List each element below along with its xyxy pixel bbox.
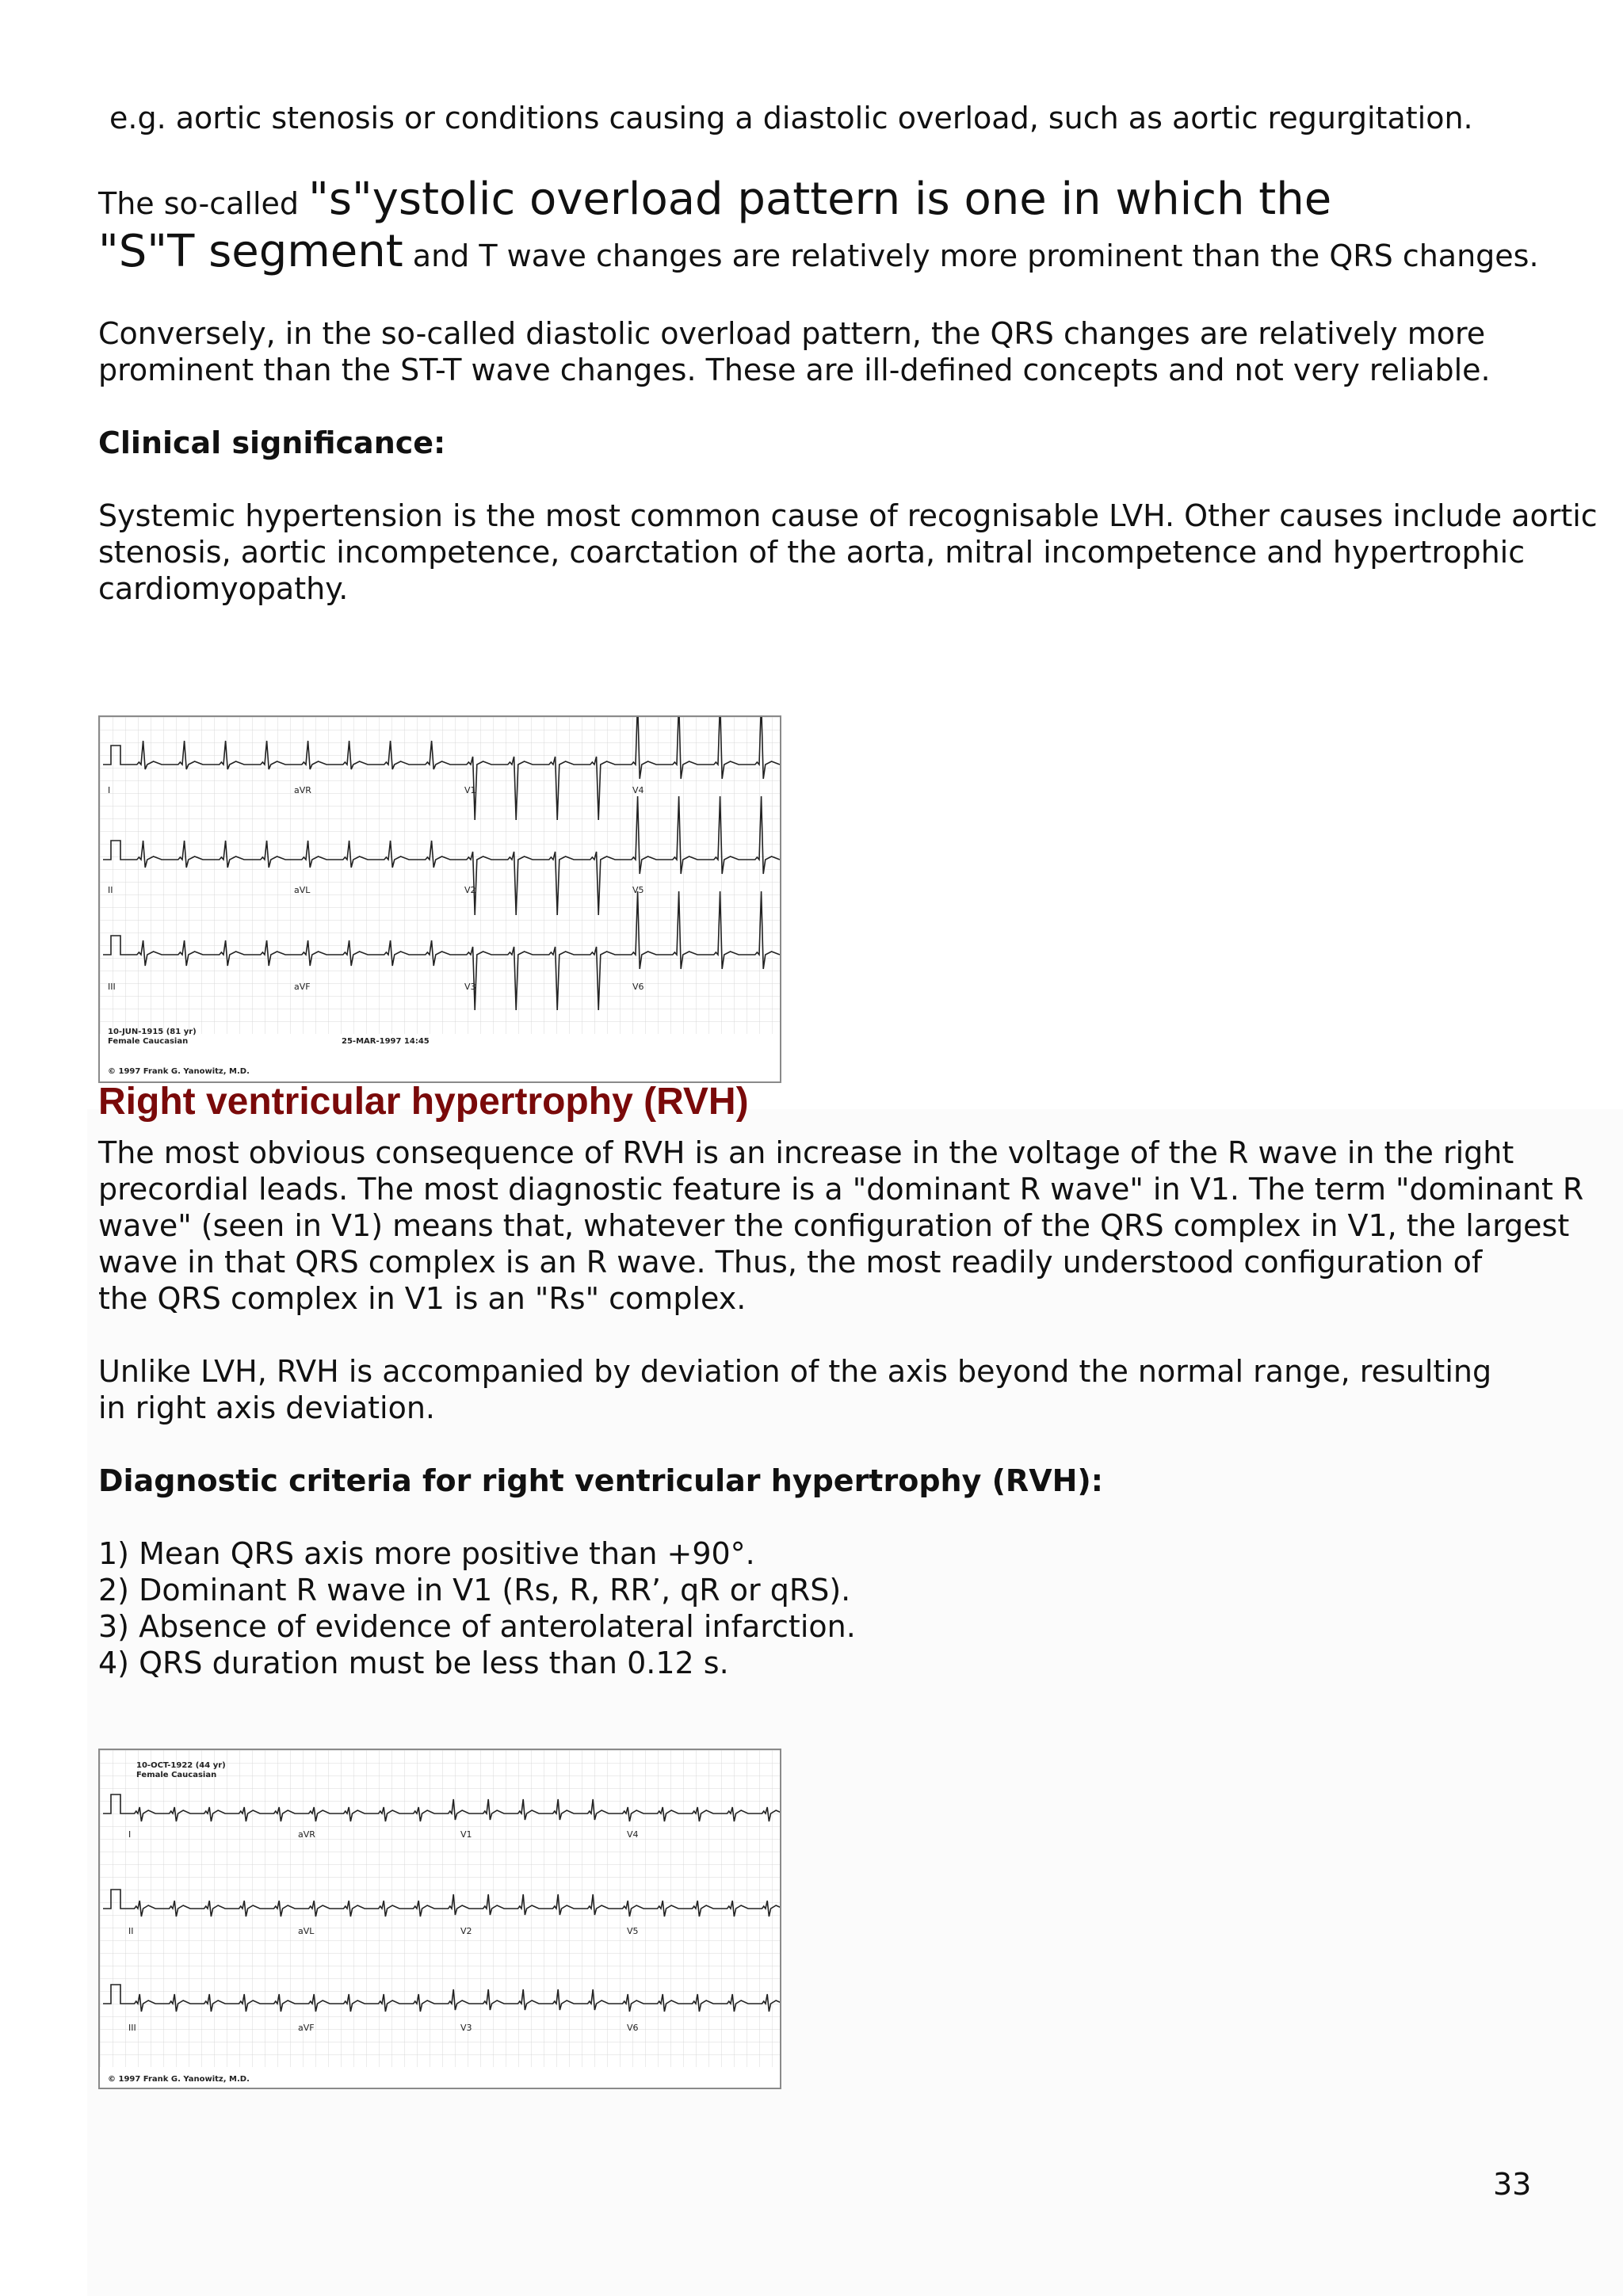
ecg-lvh-lead-label-10: aVF (294, 982, 311, 992)
ecg-rvh-lead-label-1: I (128, 1829, 132, 1840)
ecg-lvh-lead-label-12: V6 (632, 982, 644, 992)
rvh-p1-line-3: wave" (seen in V1) means that, whatever the configuration of the QRS complex in V1, the largest (98, 1208, 1570, 1243)
rvh-criteria-heading: Diagnostic criteria for right ventricular hypertrophy (RVH): (98, 1463, 1103, 1498)
clinical-line-3: cardiomyopathy. (98, 571, 349, 606)
ecg-rvh-lead-label-3: V1 (460, 1829, 472, 1840)
intro-line: e.g. aortic stenosis or conditions causing a diastolic overload, such as aortic regurgitation. (109, 101, 1473, 135)
rvh-criterion-4: 4) QRS duration must be less than 0.12 s. (98, 1646, 729, 1680)
ecg-lvh-figure (98, 715, 781, 1083)
ecg-lvh-lead-label-4: V4 (632, 785, 644, 795)
ecg-lvh-lead-label-2: aVR (294, 785, 311, 795)
rvh-heading: Right ventricular hypertrophy (RVH) (98, 1081, 749, 1123)
ecg-rvh-lead-label-6: aVL (298, 1926, 315, 1936)
ecg-rvh-sex: Female Caucasian (136, 1771, 217, 1779)
rvh-p2-line-2: in right axis deviation. (98, 1390, 435, 1425)
ecg-rvh-lead-label-12: V6 (627, 2023, 639, 2033)
ecg-lvh-sex: Female Caucasian (108, 1037, 189, 1046)
ecg-lvh-chart (100, 717, 780, 1081)
ecg-rvh-lead-label-11: V3 (460, 2023, 472, 2033)
ecg-lvh-patient: 10-JUN-1915 (81 yr) (108, 1028, 197, 1036)
ecg-rvh-lead-label-4: V4 (627, 1829, 639, 1840)
ecg-rvh-lead-label-8: V5 (627, 1926, 639, 1936)
rvh-p2-line-1: Unlike LVH, RVH is accompanied by deviation of the axis beyond the normal range, resulting (98, 1354, 1492, 1389)
rvh-criterion-1: 1) Mean QRS axis more positive than +90°. (98, 1536, 755, 1571)
page-number: 33 (1493, 2167, 1532, 2202)
ecg-lvh-lead-label-8: V5 (632, 885, 644, 895)
ecg-rvh-lead-label-2: aVR (298, 1829, 315, 1840)
systolic-rest: and T wave changes are relatively more prominent than the QRS changes. (403, 238, 1539, 273)
rvh-criterion-2: 2) Dominant R wave in V1 (Rs, R, RR’, qR or qRS). (98, 1573, 851, 1608)
ecg-lvh-lead-label-3: V1 (464, 785, 476, 795)
ecg-lvh-lead-label-1: I (108, 785, 111, 795)
diastolic-line-1: Conversely, in the so-called diastolic overload pattern, the QRS changes are relatively more (98, 316, 1486, 351)
ecg-lvh-date: 25-MAR-1997 14:45 (342, 1037, 430, 1046)
ecg-lvh-copyright: © 1997 Frank G. Yanowitz, M.D. (108, 1067, 250, 1076)
ecg-rvh-lead-label-9: III (128, 2023, 136, 2033)
ecg-rvh-chart (100, 1750, 780, 2088)
ecg-rvh-lead-label-7: V2 (460, 1926, 472, 1936)
systolic-big-text-1: "s"ystolic overload pattern is one in which the (308, 174, 1332, 225)
rvh-p1-line-5: the QRS complex in V1 is an "Rs" complex. (98, 1281, 747, 1316)
ecg-lvh-lead-label-7: V2 (464, 885, 476, 895)
clinical-heading: Clinical significance: (98, 425, 446, 460)
clinical-line-1: Systemic hypertension is the most common cause of recognisable LVH. Other causes include aortic (98, 498, 1598, 533)
rvh-criterion-3: 3) Absence of evidence of anterolateral infarction. (98, 1609, 856, 1644)
ecg-rvh-copyright: © 1997 Frank G. Yanowitz, M.D. (108, 2075, 250, 2084)
ecg-rvh-patient: 10-OCT-1922 (44 yr) (136, 1761, 226, 1770)
ecg-rvh-lead-label-5: II (128, 1926, 134, 1936)
rvh-p1-line-2: precordial leads. The most diagnostic feature is a "dominant R wave" in V1. The term "dominant R (98, 1172, 1584, 1207)
diastolic-line-2: prominent than the ST-T wave changes. These are ill-defined concepts and not very reliable. (98, 353, 1491, 387)
rvh-p1-line-4: wave in that QRS complex is an R wave. Thus, the most readily understood configuration of (98, 1245, 1483, 1280)
ecg-lvh-lead-label-6: aVL (294, 885, 311, 895)
rvh-p1-line-1: The most obvious consequence of RVH is an increase in the voltage of the R wave in the right (98, 1135, 1514, 1170)
systolic-line-1 (98, 176, 1331, 231)
ecg-lvh-lead-label-11: V3 (464, 982, 476, 992)
clinical-line-2: stenosis, aortic incompetence, coarctation of the aorta, mitral incompetence and hypertrophic (98, 535, 1526, 570)
ecg-lvh-lead-label-9: III (108, 982, 116, 992)
systolic-prefix: The so-called (98, 186, 309, 221)
systolic-line-2 (98, 228, 1539, 284)
ecg-rvh-lead-label-10: aVF (298, 2023, 315, 2033)
ecg-rvh-figure (98, 1749, 781, 2089)
systolic-big-text-2: "S"T segment (98, 226, 403, 277)
ecg-lvh-lead-label-5: II (108, 885, 113, 895)
